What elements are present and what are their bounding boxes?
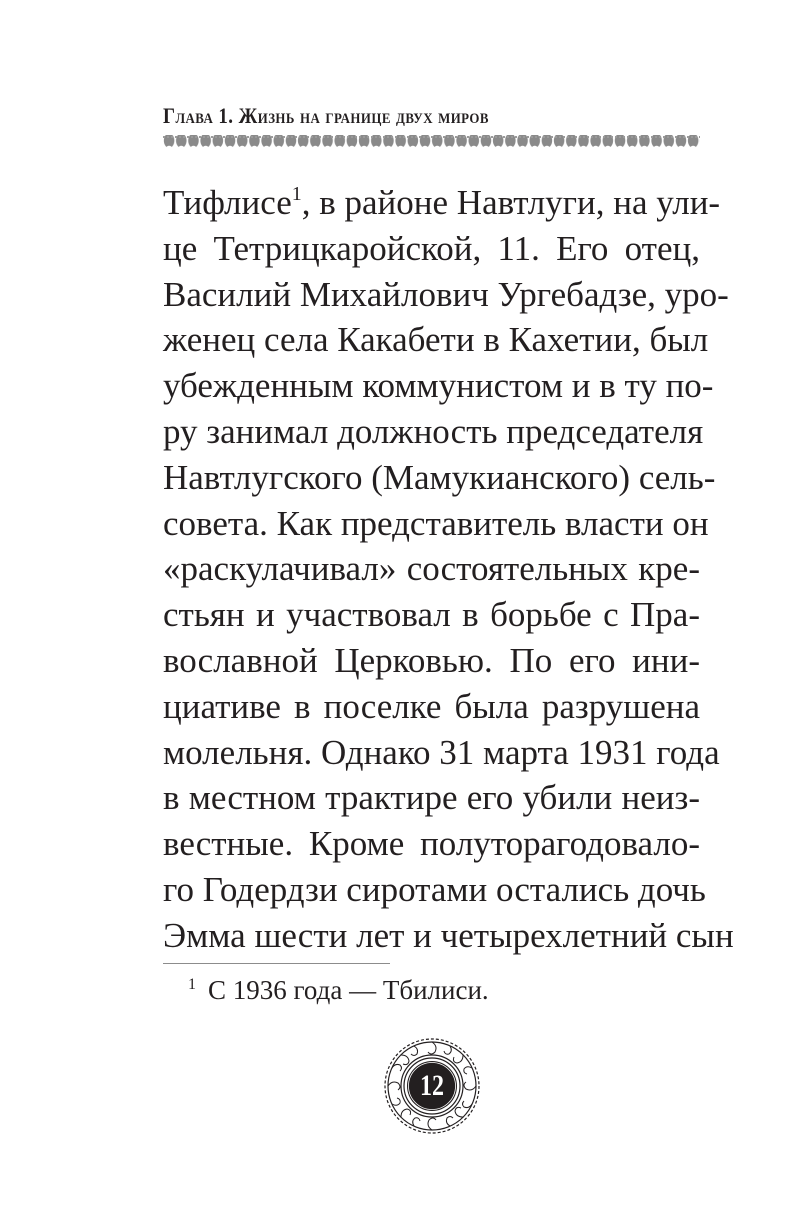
body-line: го Годердзи сиротами остались дочь	[163, 869, 706, 909]
footnote-reference[interactable]: 1	[291, 183, 302, 205]
footnote-divider	[163, 963, 390, 964]
body-line-text: Тифлисе	[163, 183, 292, 222]
body-line	[163, 180, 721, 226]
body-line-text: , в районе Навтлуги, на ули-	[301, 183, 721, 222]
body-line: в местном трактире его убили неиз-	[163, 778, 700, 818]
ornamental-border-icon	[163, 135, 700, 149]
body-line: убежденным коммунистом и в ту по-	[163, 366, 714, 406]
footnote	[188, 968, 489, 1007]
body-line: Навтлугского (Мамукианского) сель-	[163, 457, 716, 497]
body-line: це Тетрицкаройской, 11. Его отец,	[163, 228, 700, 268]
body-line: совета. Как представитель власти он	[163, 503, 709, 543]
body-line: вославной Церковью. По его ини-	[163, 640, 700, 680]
page-number: 12	[420, 1069, 444, 1102]
footnote-mark: 1	[188, 976, 196, 993]
page-number-medallion	[382, 1036, 482, 1136]
footnote-text: С 1936 года — Тбилиси.	[208, 975, 489, 1005]
body-line: вестные. Кроме полуторагодовало-	[163, 824, 700, 864]
body-line: стьян и участвовал в борьбе с Пра-	[163, 595, 700, 635]
body-text	[163, 180, 734, 959]
body-line: Эмма шести лет и четырехлетний сын	[163, 915, 734, 955]
running-head-chapter-title: Глава 1. Жизнь на границе двух миров	[163, 103, 489, 128]
body-line: «раскулачивал» состоятельных кре-	[163, 549, 700, 589]
body-line: ру занимал должность председателя	[163, 411, 704, 451]
body-line: циативе в поселке была разрушена	[163, 686, 700, 726]
body-line: молельня. Однако 31 марта 1931 года	[163, 732, 720, 772]
body-line: Василий Михайлович Ургебадзе, уро-	[163, 274, 729, 314]
body-line: женец села Какабети в Кахетии, был	[163, 320, 709, 360]
